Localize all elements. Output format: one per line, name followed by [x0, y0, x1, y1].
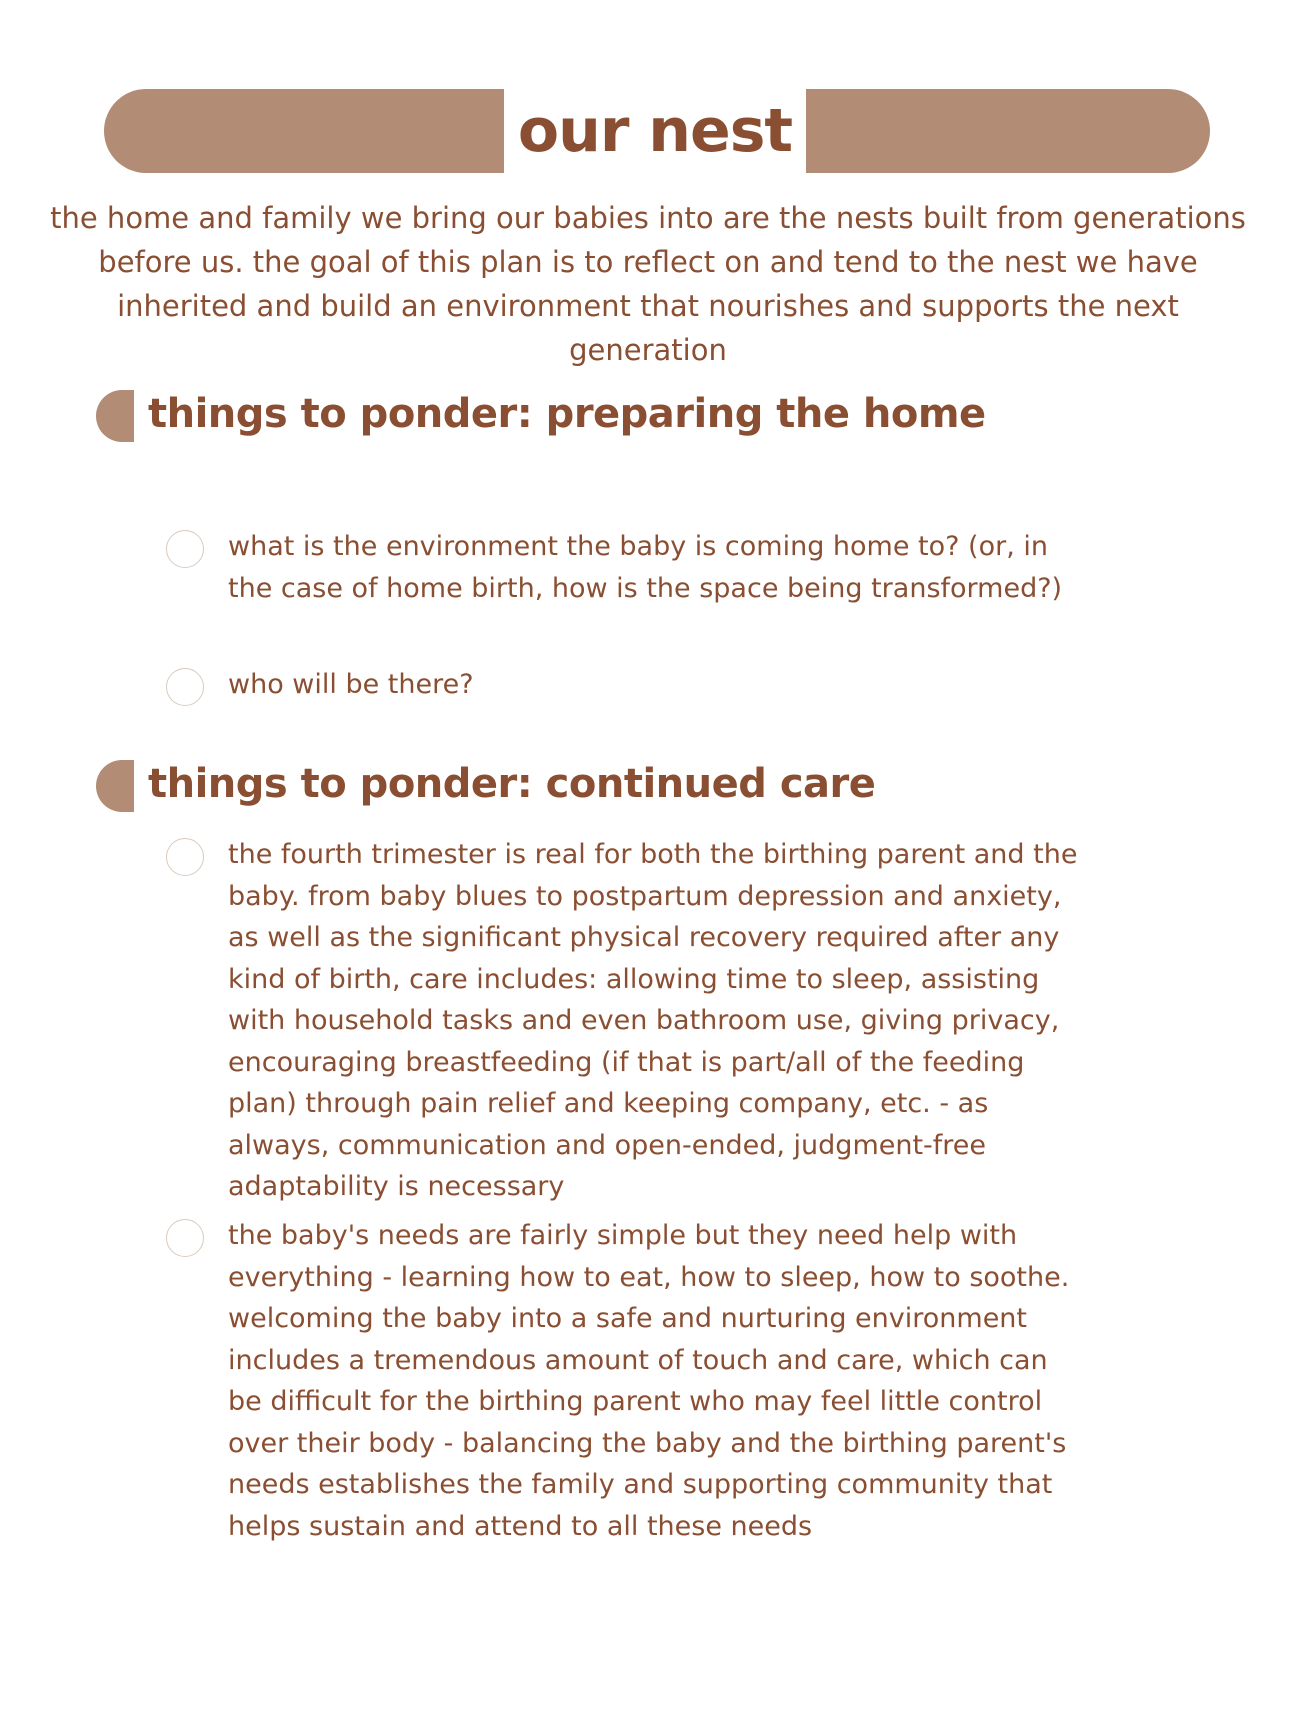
checkbox-circle-icon[interactable]	[166, 668, 204, 706]
half-circle-marker-icon	[96, 390, 134, 442]
title-banner-left-pill	[104, 89, 504, 173]
intro-paragraph: the home and family we bring our babies into are the nests built from generations before us. the goal of this plan is to reflect on and tend to the nest we have inherited and build an environment that nourishes and supports the next generation	[50, 201, 1246, 367]
checklist-item-text: what is the environment the baby is coming home to? (or, in the case of home birth, how is the space being transformed?)	[228, 531, 1063, 604]
checkbox-circle-icon[interactable]	[166, 838, 204, 876]
checklist-item-text: who will be there?	[228, 669, 474, 700]
section-title: things to ponder: preparing the home	[148, 391, 986, 437]
title-banner-right-pill	[806, 89, 1210, 173]
title-banner	[104, 89, 1210, 173]
checklist-item-text: the baby's needs are fairly simple but they need help with everything - learning how to eat, how to sleep, how to soothe. welcoming the baby into a safe and nurturing environment includes a tremendous amount of touch and care, which can be difficult for the birthing parent who may feel little control over their body - balancing the baby and the birthing parent's needs establishes the family and supporting community that helps sustain and attend to all these needs	[228, 1220, 1070, 1542]
checklist-item-text: the fourth trimester is real for both the birthing parent and the baby. from baby blues to postpartum depression and anxiety, as well as the significant physical recovery required after any kind of birth, care includes: allowing time to sleep, assisting with household tasks and even bathroom use, giving privacy, encouraging breastfeeding (if that is part/all of the feeding plan) through pain relief and keeping company, etc. - as always, communication and open-ended, judgment-free adaptability is necessary	[228, 839, 1078, 1202]
page-title: our nest	[517, 96, 793, 166]
section-title: things to ponder: continued care	[148, 761, 876, 807]
half-circle-marker-icon	[96, 760, 134, 812]
checkbox-circle-icon[interactable]	[166, 530, 204, 568]
checkbox-circle-icon[interactable]	[166, 1219, 204, 1257]
